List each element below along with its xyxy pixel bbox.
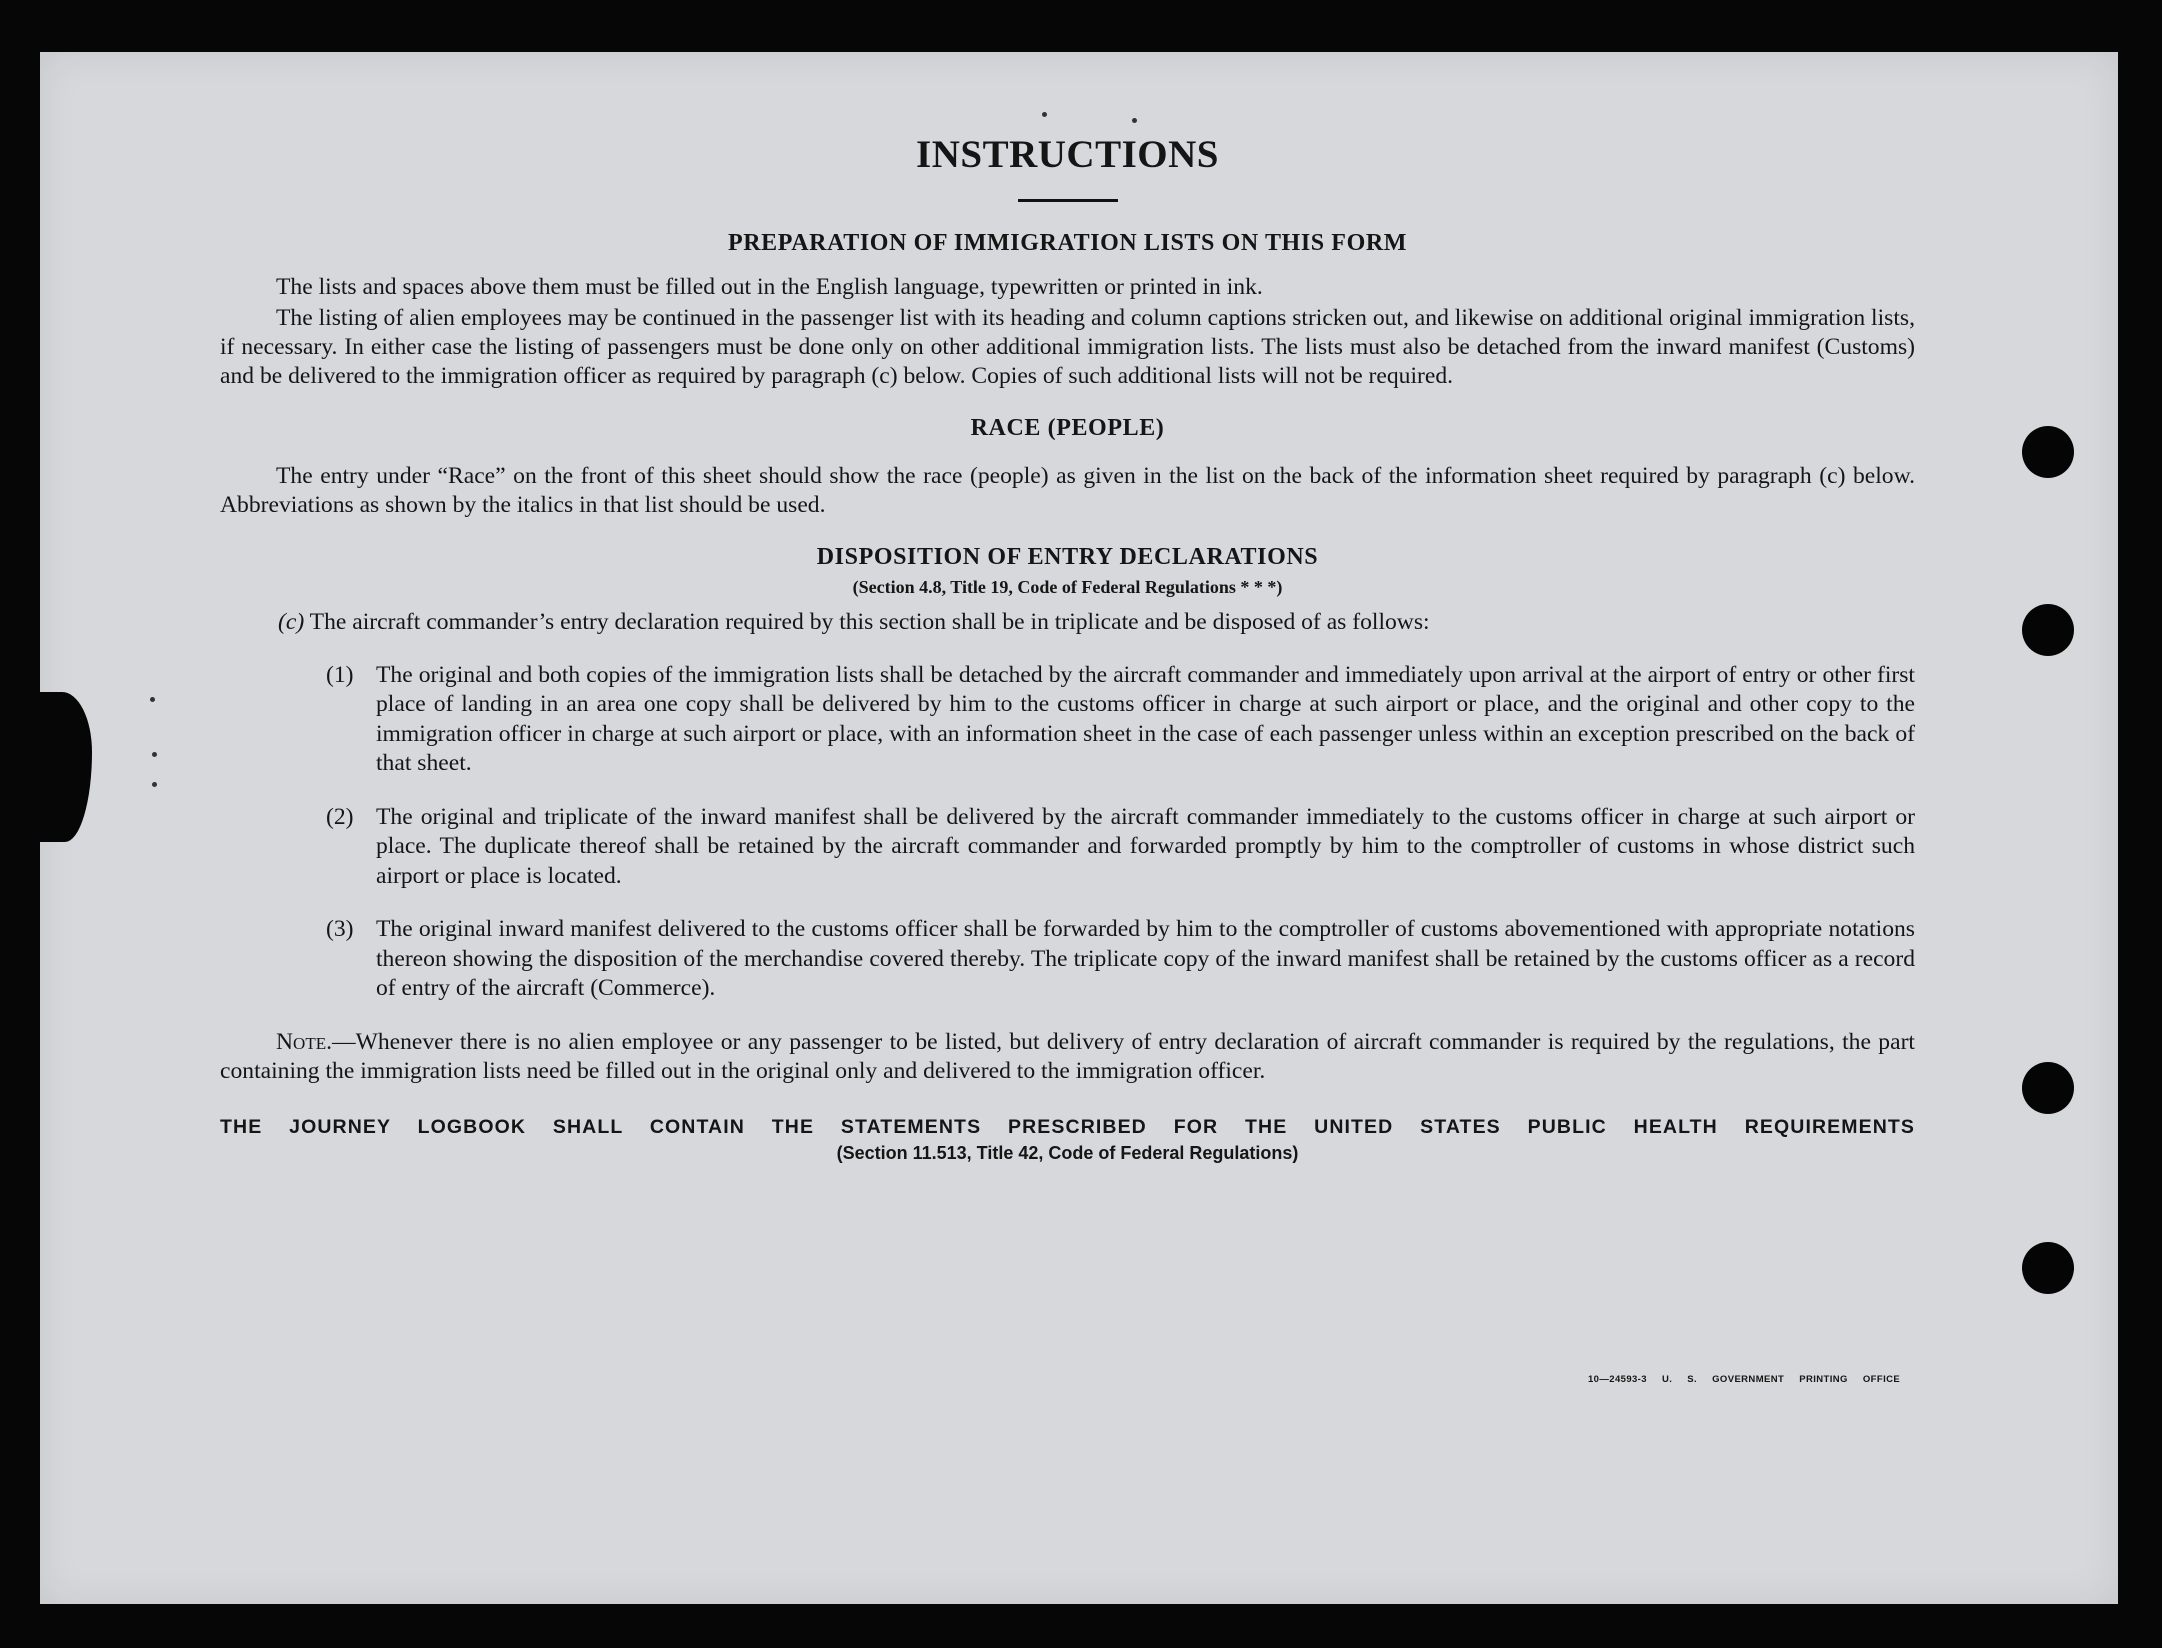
list-item [326,803,1915,892]
disposition-heading: DISPOSITION OF ENTRY DECLARATIONS [816,543,1319,570]
preparation-heading: PREPARATION OF IMMIGRATION LISTS ON THIS FORM [727,229,1408,256]
printing-office-code: 10—24593-3 U. S. GOVERNMENT PRINTING OFFICE [1588,1374,1901,1385]
clause-c [278,608,1915,637]
speck [152,752,157,757]
torn-edge [32,692,92,842]
speck [1042,112,1047,117]
punch-hole-1 [2022,426,2074,478]
title-underline [1018,199,1118,202]
preparation-para-2: The listing of alien employees may be continued in the passenger list with its heading and column captions stricken out, and likewise on additional original immigration lists, if necessary. In either case the listing of passengers must be done only on other additional immigration lists. The lists must also be detached from the inward manifest (Customs) and be delivered to the immigration officer as required by paragraph (c) below. Copies of such additional lists will not be required. [220,304,1915,389]
item-number: (3) [326,916,354,943]
instructions-content [220,132,1915,1164]
clause-c-text: The aircraft commander’s entry declaration required by this section shall be in triplicate and be disposed of as follows: [309,608,1430,635]
list-item [326,661,1915,779]
note-text: —Whenever there is no alien employee or any passenger to be listed, but delivery of entry declaration of aircraft commander is required by the regulations, the part containing the immigration lists need be filled out in the original only and delivered to the immigration officer. [220,1028,1915,1084]
clause-c-label: (c) [278,608,305,635]
race-para: The entry under “Race” on the front of this sheet should show the race (people) as given in the list on the back of the information sheet required by paragraph (c) below. Abbreviations as shown by the italics in that list should be used. [220,462,1915,518]
item-text: The original and both copies of the immigration lists shall be detached by the aircraft commander and immediately upon arrival at the airport of entry or other first place of landing in an area one copy shall be delivered by him to the customs officer in charge at such airport or place, and the original and other copy to the immigration officer in charge at such airport or place, with an information sheet in the case of each passenger unless within an exception prescribed on the back of that sheet. [376,661,1915,777]
item-text: The original inward manifest delivered to the customs officer shall be forwarded by him to the comptroller of customs abovementioned with appropriate notations thereon showing the disposition of the merchandise covered thereby. The triplicate copy of the inward manifest shall be retained by the customs officer as a record of entry of the aircraft (Commerce). [376,916,1915,1002]
page-title: INSTRUCTIONS [916,133,1219,176]
punch-hole-4 [2022,1242,2074,1294]
footer-subheading: (Section 11.513, Title 42, Code of Federal Regulations) [836,1142,1299,1163]
disposition-subheading: (Section 4.8, Title 19, Code of Federal Regulations * * *) [852,576,1283,597]
item-text: The original and triplicate of the inward manifest shall be delivered by the aircraft commander immediately to the customs officer in charge at such airport or place. The duplicate thereof shall be retained by the aircraft commander and forwarded promptly by him to the comptroller of customs in whose district such airport or place is located. [376,803,1915,889]
list-item [326,915,1915,1004]
note-paragraph [220,1028,1915,1086]
speck [152,782,157,787]
punch-hole-2 [2022,604,2074,656]
race-heading: RACE (PEOPLE) [970,414,1165,441]
speck [150,697,155,702]
footer-heading: THE JOURNEY LOGBOOK SHALL CONTAIN THE STATEMENTS PRESCRIBED FOR THE UNITED STATES PUBLIC HEALTH REQUIREMENTS [220,1115,1915,1138]
note-label: Note. [276,1028,332,1055]
preparation-para-1: The lists and spaces above them must be filled out in the English language, typewritten or printed in ink. [276,273,1263,300]
speck [1132,118,1137,123]
punch-hole-3 [2022,1062,2074,1114]
item-number: (2) [326,803,354,830]
document-sheet [40,52,2118,1604]
item-number: (1) [326,661,354,688]
